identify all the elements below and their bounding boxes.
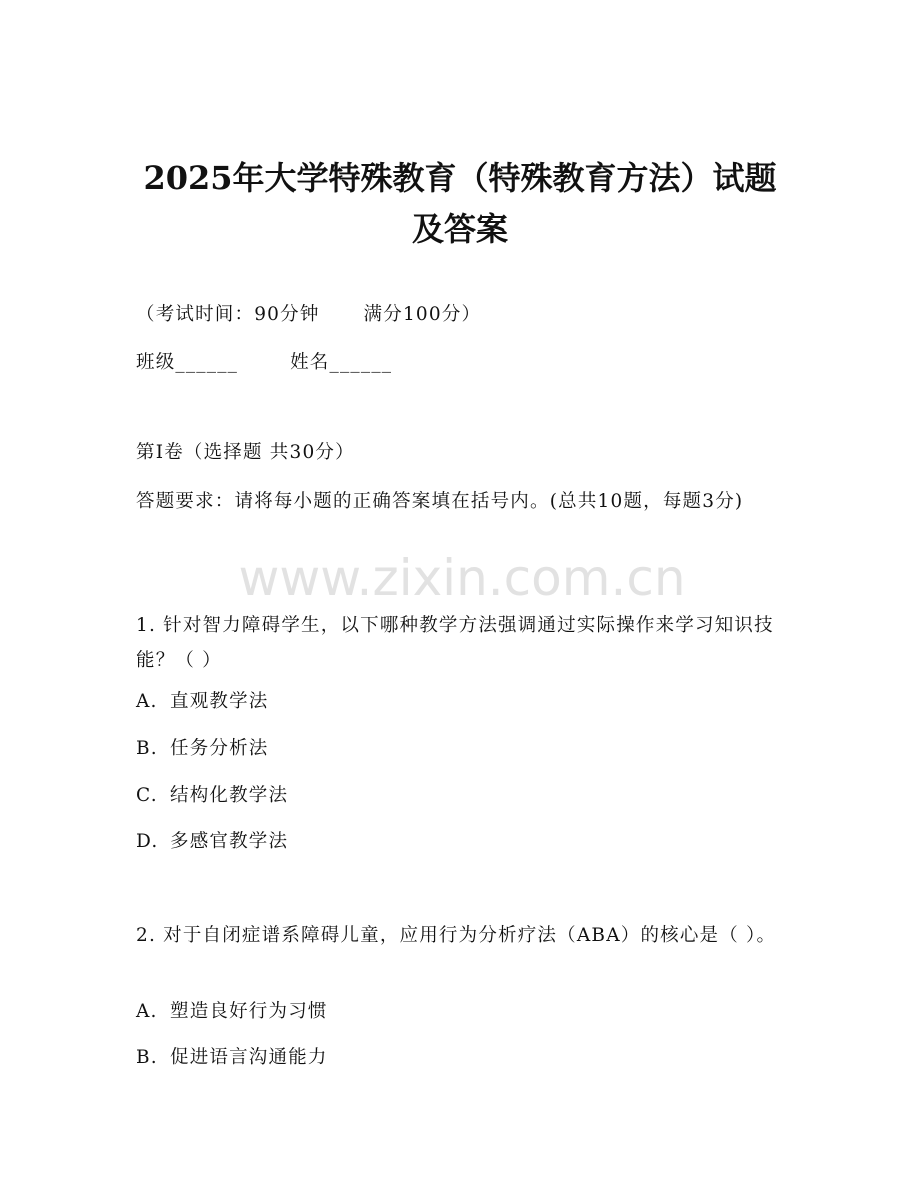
question-2-stem: 2. 对于自闭症谱系障碍儿童，应用行为分析疗法（ABA）的核心是（ ）。	[136, 925, 777, 946]
document-title-line-1: 2025年大学特殊教育（特殊教育方法）试题	[143, 159, 777, 197]
option-letter: A.	[136, 1001, 158, 1022]
option-letter: B.	[136, 1047, 158, 1068]
name-blank[interactable]: ______	[329, 352, 393, 373]
section-title: 第I卷（选择题 共30分）	[136, 442, 355, 463]
question-1-option-d	[136, 830, 288, 854]
option-letter: A.	[136, 691, 158, 712]
option-text: 任务分析法	[170, 738, 269, 759]
option-text: 塑造良好行为习惯	[170, 1001, 328, 1022]
question-1-option-c	[136, 784, 288, 808]
question-1-option-a	[136, 690, 269, 714]
option-letter: D.	[136, 831, 159, 852]
option-letter: C.	[136, 785, 158, 806]
class-label: 班级	[136, 352, 176, 373]
watermark: www.zixin.com.cn	[238, 549, 686, 607]
instructions: 答题要求：请将每小题的正确答案填在括号内。(总共10题，每题3分)	[136, 491, 744, 512]
name-label: 姓名	[290, 352, 330, 373]
option-text: 直观教学法	[170, 691, 269, 712]
option-letter: B.	[136, 738, 158, 759]
option-text: 结构化教学法	[170, 785, 289, 806]
document-title-line-2: 及答案	[411, 210, 508, 248]
question-1-option-b	[136, 737, 269, 761]
student-info	[136, 351, 392, 375]
full-score: 满分100分）	[363, 304, 482, 325]
question-1-stem: 1. 针对智力障碍学生，以下哪种教学方法强调通过实际操作来学习知识技能？（ ）	[136, 615, 774, 671]
class-blank[interactable]: ______	[175, 352, 239, 373]
exam-time: （考试时间：90分钟	[136, 304, 320, 325]
exam-info	[136, 303, 481, 327]
option-text: 促进语言沟通能力	[170, 1047, 328, 1068]
option-text: 多感官教学法	[170, 831, 289, 852]
question-2-option-b	[136, 1046, 328, 1070]
question-2-option-a	[136, 1000, 328, 1024]
